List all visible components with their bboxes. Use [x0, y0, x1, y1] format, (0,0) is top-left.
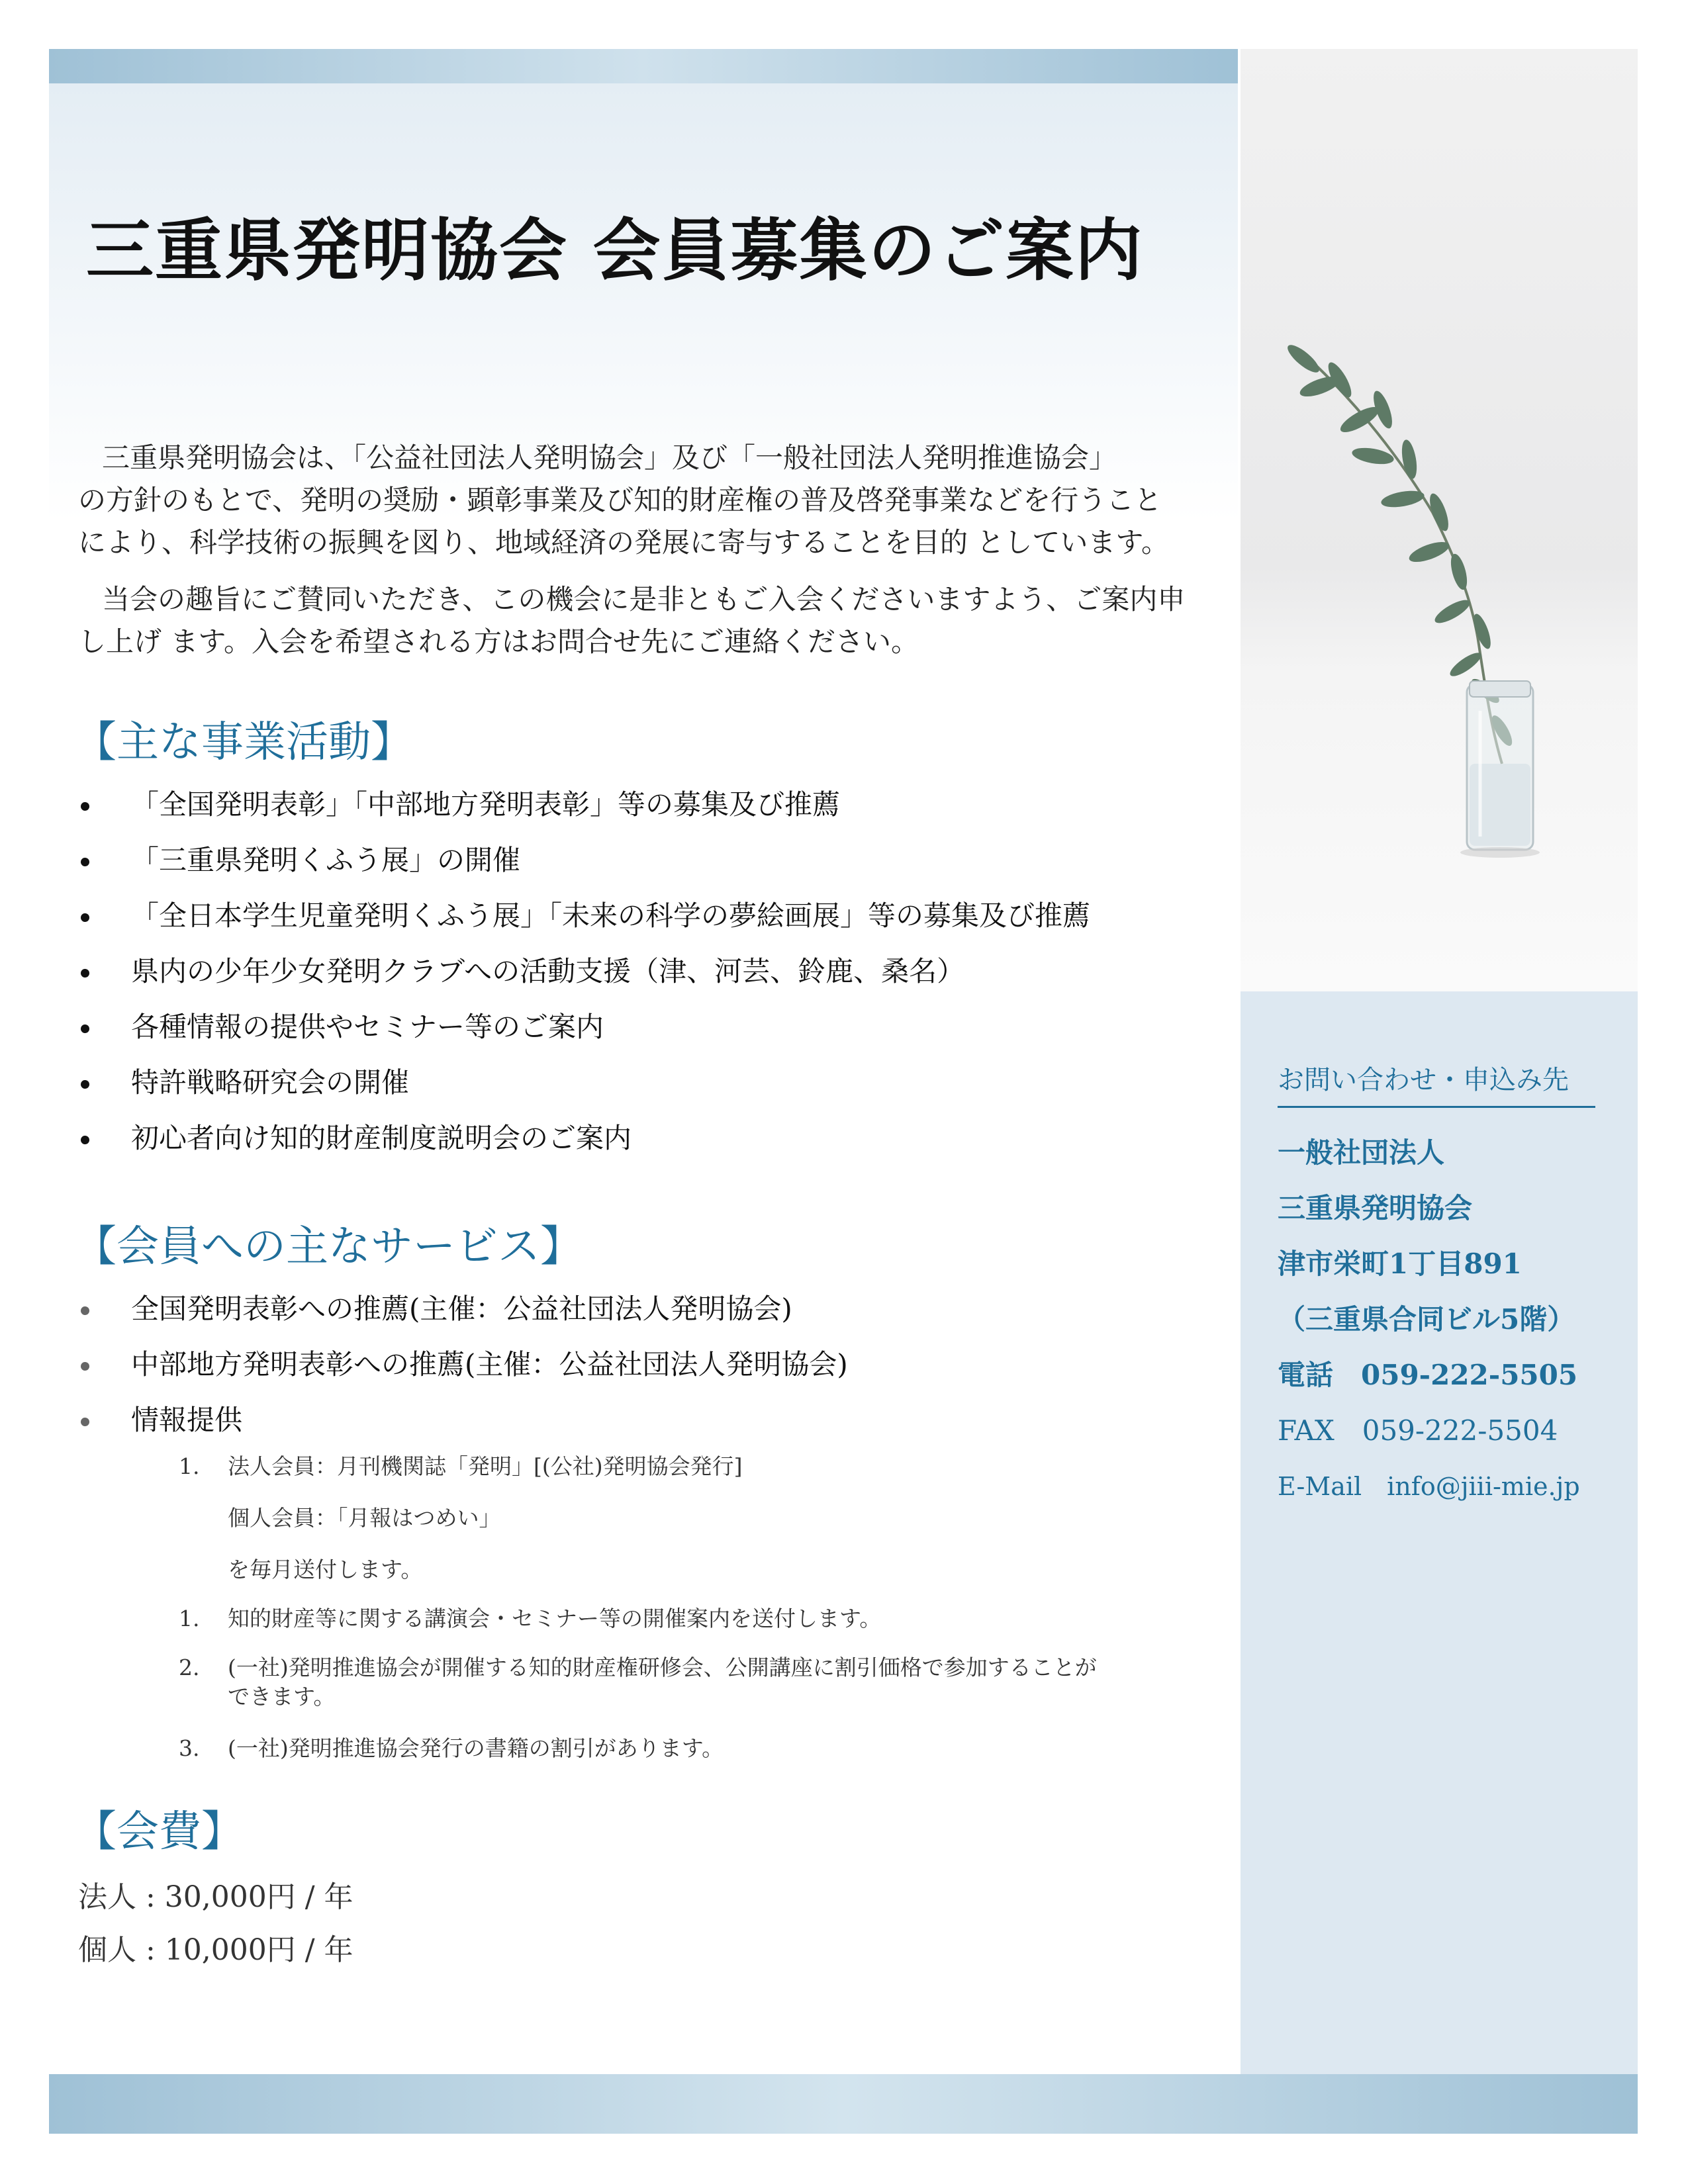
list-item: 情報提供: [78, 1392, 848, 1448]
contact-info: [1278, 1059, 1622, 1514]
sublist-number: 1.: [179, 1606, 200, 1631]
sublist-number: 2.: [179, 1655, 200, 1680]
contact-address: 津市栄町1丁目891: [1278, 1248, 1522, 1280]
contact-email: E-Mail info@jiii-mie.jp: [1278, 1472, 1580, 1501]
intro-text: [78, 437, 1203, 678]
fees-heading: 【会費】: [74, 1807, 244, 1856]
sublist-item: [179, 1731, 1097, 1766]
intro-paragraph-1: [78, 437, 1203, 564]
sublist-number: 3.: [179, 1735, 200, 1761]
contact-org-name: 三重県発明協会: [1278, 1192, 1473, 1224]
sublist-item: [179, 1602, 1097, 1636]
list-item: 県内の少年少女発明クラブへの活動支援（津、河芸、鈴鹿、桑名）: [78, 944, 1090, 999]
intro-p2-line: し上げ ます。入会を希望される方はお問合せ先にご連絡ください。: [78, 625, 919, 658]
intro-p1-line: により、科学技術の振興を図り、地域経済の発展に寄与することを目的 としています。: [78, 526, 1169, 559]
sublist-line: (一社)発明推進協会が開催する知的財産権研修会、公開講座に割引価格で参加することが: [228, 1655, 1097, 1680]
page-title: 三重県発明協会 会員募集のご案内: [86, 211, 1144, 291]
intro-p2-line: 当会の趣旨にご賛同いただき、この機会に是非ともご入会くださいますよう、ご案内申: [102, 583, 1186, 615]
contact-tel: 電話 059-222-5505: [1278, 1359, 1578, 1391]
sublist-line: できます。: [228, 1684, 336, 1709]
list-item: 「全国発明表彰」「中部地方発明表彰」等の募集及び推薦: [78, 777, 1090, 833]
contact-building: （三重県合同ビル5階）: [1278, 1303, 1575, 1336]
plant-vase-photo: [1241, 49, 1638, 991]
intro-p1-line: 三重県発明協会は、「公益社団法人発明協会」及び「一般社団法人発明推進協会」: [102, 441, 1117, 474]
fee-individual: 個人 : 10,000円 / 年: [78, 1933, 353, 1967]
services-sublist: [179, 1449, 1097, 1766]
sublist-line: 知的財産等に関する講演会・セミナー等の開催案内を送付します。: [228, 1606, 882, 1631]
activities-list: [78, 777, 1090, 1166]
services-list: [78, 1281, 848, 1448]
contact-org-type: 一般社団法人: [1278, 1136, 1445, 1169]
intro-p1-line: の方針のもとで、発明の奨励・顕彰事業及び知的財産権の普及啓発事業などを行うこと: [78, 484, 1162, 516]
bottom-decorative-band: [49, 2074, 1638, 2134]
sublist-number: 1.: [179, 1453, 200, 1479]
list-item: 初心者向け知的財産制度説明会のご案内: [78, 1111, 1090, 1166]
sublist-line: (一社)発明推進協会発行の書籍の割引があります。: [228, 1735, 724, 1761]
list-item: 「三重県発明くふう展」の開催: [78, 833, 1090, 888]
services-heading: 【会員への主なサービス】: [74, 1222, 583, 1271]
plant-in-glass-jar-image: [1241, 49, 1638, 991]
list-item: 全国発明表彰への推薦(主催：公益社団法人発明協会): [78, 1281, 848, 1337]
intro-paragraph-2: [78, 578, 1203, 663]
sublist-line: 法人会員：月刊機関誌「発明」[(公社)発明協会発行]: [228, 1453, 743, 1479]
contact-heading: お問い合わせ・申込み先: [1278, 1059, 1595, 1108]
top-decorative-band: [49, 49, 1238, 83]
activities-heading: 【主な事業活動】: [74, 718, 413, 767]
fee-corporate: 法人 : 30,000円 / 年: [78, 1880, 353, 1914]
list-item: 「全日本学生児童発明くふう展」「未来の科学の夢絵画展」等の募集及び推薦: [78, 888, 1090, 944]
contact-fax: FAX 059-222-5504: [1278, 1414, 1558, 1447]
list-item: 中部地方発明表彰への推薦(主催：公益社団法人発明協会): [78, 1337, 848, 1392]
sublist-line: を毎月送付します。: [228, 1557, 423, 1582]
sublist-item: [179, 1449, 1097, 1587]
list-item: 特許戦略研究会の開催: [78, 1055, 1090, 1111]
list-item: 各種情報の提供やセミナー等のご案内: [78, 999, 1090, 1055]
sublist-line: 個人会員：「月報はつめい」: [228, 1505, 501, 1531]
sublist-item: [179, 1653, 1097, 1711]
